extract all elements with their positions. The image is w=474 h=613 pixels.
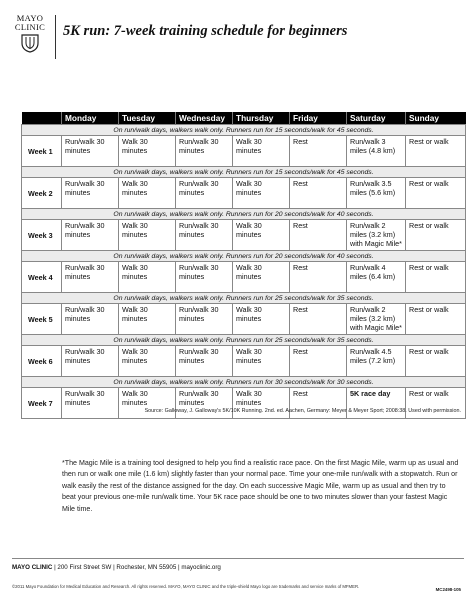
mayo-clinic-logo: [10, 14, 50, 53]
schedule-cell: Run/walk 2 miles (3.2 km) with Magic Mile*: [347, 304, 406, 335]
week-note: On run/walk days, walkers walk only. Runners run for 15 seconds/walk for 45 seconds.: [22, 167, 466, 178]
schedule-cell: Run/walk 30 minutes: [176, 346, 233, 377]
schedule-cell: Rest: [290, 304, 347, 335]
header-week: [22, 112, 62, 125]
schedule-cell: Walk 30 minutes: [233, 304, 290, 335]
header-wednesday: Wednesday: [176, 112, 233, 125]
schedule-cell: Walk 30 minutes: [233, 388, 290, 419]
schedule-cell: Rest: [290, 136, 347, 167]
schedule-cell: Rest or walk: [406, 346, 466, 377]
week-label: Week 5: [22, 304, 62, 335]
schedule-cell: Run/walk 30 minutes: [176, 136, 233, 167]
schedule-cell: Rest: [290, 388, 347, 419]
header-thursday: Thursday: [233, 112, 290, 125]
footer-copyright: ©2011 Mayo Foundation for Medical Education and Research. All rights reserved. MAYO, MAYO CLINIC and the triple-shield Mayo logo are trademarks and service marks of MFMER.: [12, 584, 360, 589]
schedule-cell: Run/walk 30 minutes: [176, 304, 233, 335]
schedule-cell: Walk 30 minutes: [119, 262, 176, 293]
footer-brand: MAYO CLINIC: [12, 564, 53, 571]
schedule-cell: Rest or walk: [406, 220, 466, 251]
schedule-cell: Rest: [290, 178, 347, 209]
page-title: 5K run: 7-week training schedule for beginners: [63, 23, 348, 39]
week-label: Week 6: [22, 346, 62, 377]
schedule-cell: Rest or walk: [406, 136, 466, 167]
week-note-row: [22, 125, 466, 136]
table-row: [22, 220, 466, 251]
header-tuesday: Tuesday: [119, 112, 176, 125]
schedule-cell: Run/walk 30 minutes: [62, 262, 119, 293]
header-friday: Friday: [290, 112, 347, 125]
schedule-cell: Run/walk 3 miles (4.8 km): [347, 136, 406, 167]
schedule-cell: Walk 30 minutes: [119, 220, 176, 251]
week-label: Week 3: [22, 220, 62, 251]
schedule-cell: Walk 30 minutes: [119, 346, 176, 377]
schedule-cell: Run/walk 2 miles (3.2 km) with Magic Mile*: [347, 220, 406, 251]
table-row: [22, 346, 466, 377]
table-row: [22, 136, 466, 167]
schedule-cell: Run/walk 4.5 miles (7.2 km): [347, 346, 406, 377]
schedule-cell: Rest: [290, 346, 347, 377]
schedule-cell: Run/walk 30 minutes: [62, 304, 119, 335]
schedule-cell: Rest or walk: [406, 262, 466, 293]
schedule-cell: Run/walk 30 minutes: [62, 388, 119, 419]
week-note: On run/walk days, walkers walk only. Runners run for 20 seconds/walk for 40 seconds.: [22, 251, 466, 262]
week-note: On run/walk days, walkers walk only. Runners run for 25 seconds/walk for 35 seconds.: [22, 335, 466, 346]
schedule-cell: Run/walk 30 minutes: [62, 136, 119, 167]
source-citation: Source: Galloway, J. Galloway's 5K/10K Running. 2nd. ed. Aachen, Germany: Meyer & Meyer Sport; 2008:38. Used with permission.: [144, 408, 461, 414]
race-day-cell: 5K race day: [347, 388, 406, 419]
footer-divider: [12, 558, 464, 559]
week-note-row: [22, 293, 466, 304]
document-code: MC2498-105: [435, 587, 461, 592]
schedule-cell: Run/walk 3.5 miles (5.6 km): [347, 178, 406, 209]
schedule-cell: Run/walk 30 minutes: [176, 262, 233, 293]
schedule-cell: Run/walk 30 minutes: [62, 220, 119, 251]
schedule-cell: Walk 30 minutes: [233, 136, 290, 167]
week-label: Week 1: [22, 136, 62, 167]
triple-shield-icon: [20, 33, 40, 53]
week-note-row: [22, 335, 466, 346]
week-note-row: [22, 251, 466, 262]
schedule-cell: Rest or walk: [406, 388, 466, 419]
header-sunday: Sunday: [406, 112, 466, 125]
schedule-cell: Run/walk 4 miles (6.4 km): [347, 262, 406, 293]
schedule-cell: Walk 30 minutes: [233, 220, 290, 251]
schedule-cell: Rest: [290, 220, 347, 251]
header-divider: [55, 15, 56, 59]
week-label: Week 7: [22, 388, 62, 419]
week-note: On run/walk days, walkers walk only. Runners run for 25 seconds/walk for 35 seconds.: [22, 293, 466, 304]
footer-address-text: | 200 First Street SW | Rochester, MN 55905 | mayoclinic.org: [54, 564, 221, 571]
week-note-row: [22, 377, 466, 388]
schedule-cell: Walk 30 minutes: [119, 178, 176, 209]
week-note-row: [22, 209, 466, 220]
week-note: On run/walk days, walkers walk only. Runners run for 15 seconds/walk for 45 seconds.: [22, 125, 466, 136]
training-schedule-table: [21, 112, 466, 419]
schedule-cell: Run/walk 30 minutes: [176, 178, 233, 209]
schedule-cell: Run/walk 30 minutes: [62, 178, 119, 209]
schedule-cell: Run/walk 30 minutes: [176, 388, 233, 419]
schedule-cell: Walk 30 minutes: [119, 388, 176, 419]
week-note-row: [22, 167, 466, 178]
week-label: Week 4: [22, 262, 62, 293]
table-row: [22, 304, 466, 335]
schedule-cell: Walk 30 minutes: [233, 262, 290, 293]
magic-mile-footnote: *The Magic Mile is a training tool designed to help you find a realistic race pace. On the first Magic Mile, warm up as usual and then run or walk one mile (1.6 km) slightly faster than your normal pace. Time your one-mile run/walk with a stopwatch. Run or walk easily the rest of the distance assigned for the day. On each successive Magic Mile, warm up as usual and then try to beat your previous one-mile run/walk time. Your 5K race pace should be one to two minutes slower than your fastest Magic Mile time.: [62, 459, 459, 513]
week-note: On run/walk days, walkers walk only. Runners run for 30 seconds/walk for 30 seconds.: [22, 377, 466, 388]
header-saturday: Saturday: [347, 112, 406, 125]
week-note: On run/walk days, walkers walk only. Runners run for 20 seconds/walk for 40 seconds.: [22, 209, 466, 220]
table-row: [22, 262, 466, 293]
schedule-cell: Walk 30 minutes: [119, 136, 176, 167]
logo-text-line2: CLINIC: [14, 22, 46, 32]
schedule-cell: Run/walk 30 minutes: [176, 220, 233, 251]
schedule-cell: Walk 30 minutes: [119, 304, 176, 335]
week-label: Week 2: [22, 178, 62, 209]
header-monday: Monday: [62, 112, 119, 125]
logo-text-line1: MAYO: [16, 13, 44, 23]
schedule-cell: Rest: [290, 262, 347, 293]
schedule-cell: Rest or walk: [406, 304, 466, 335]
schedule-cell: Rest or walk: [406, 178, 466, 209]
schedule-cell: Run/walk 30 minutes: [62, 346, 119, 377]
footer-address: [12, 564, 221, 571]
schedule-cell: Walk 30 minutes: [233, 178, 290, 209]
schedule-cell: Walk 30 minutes: [233, 346, 290, 377]
table-header-row: [22, 112, 466, 125]
table-row: [22, 178, 466, 209]
